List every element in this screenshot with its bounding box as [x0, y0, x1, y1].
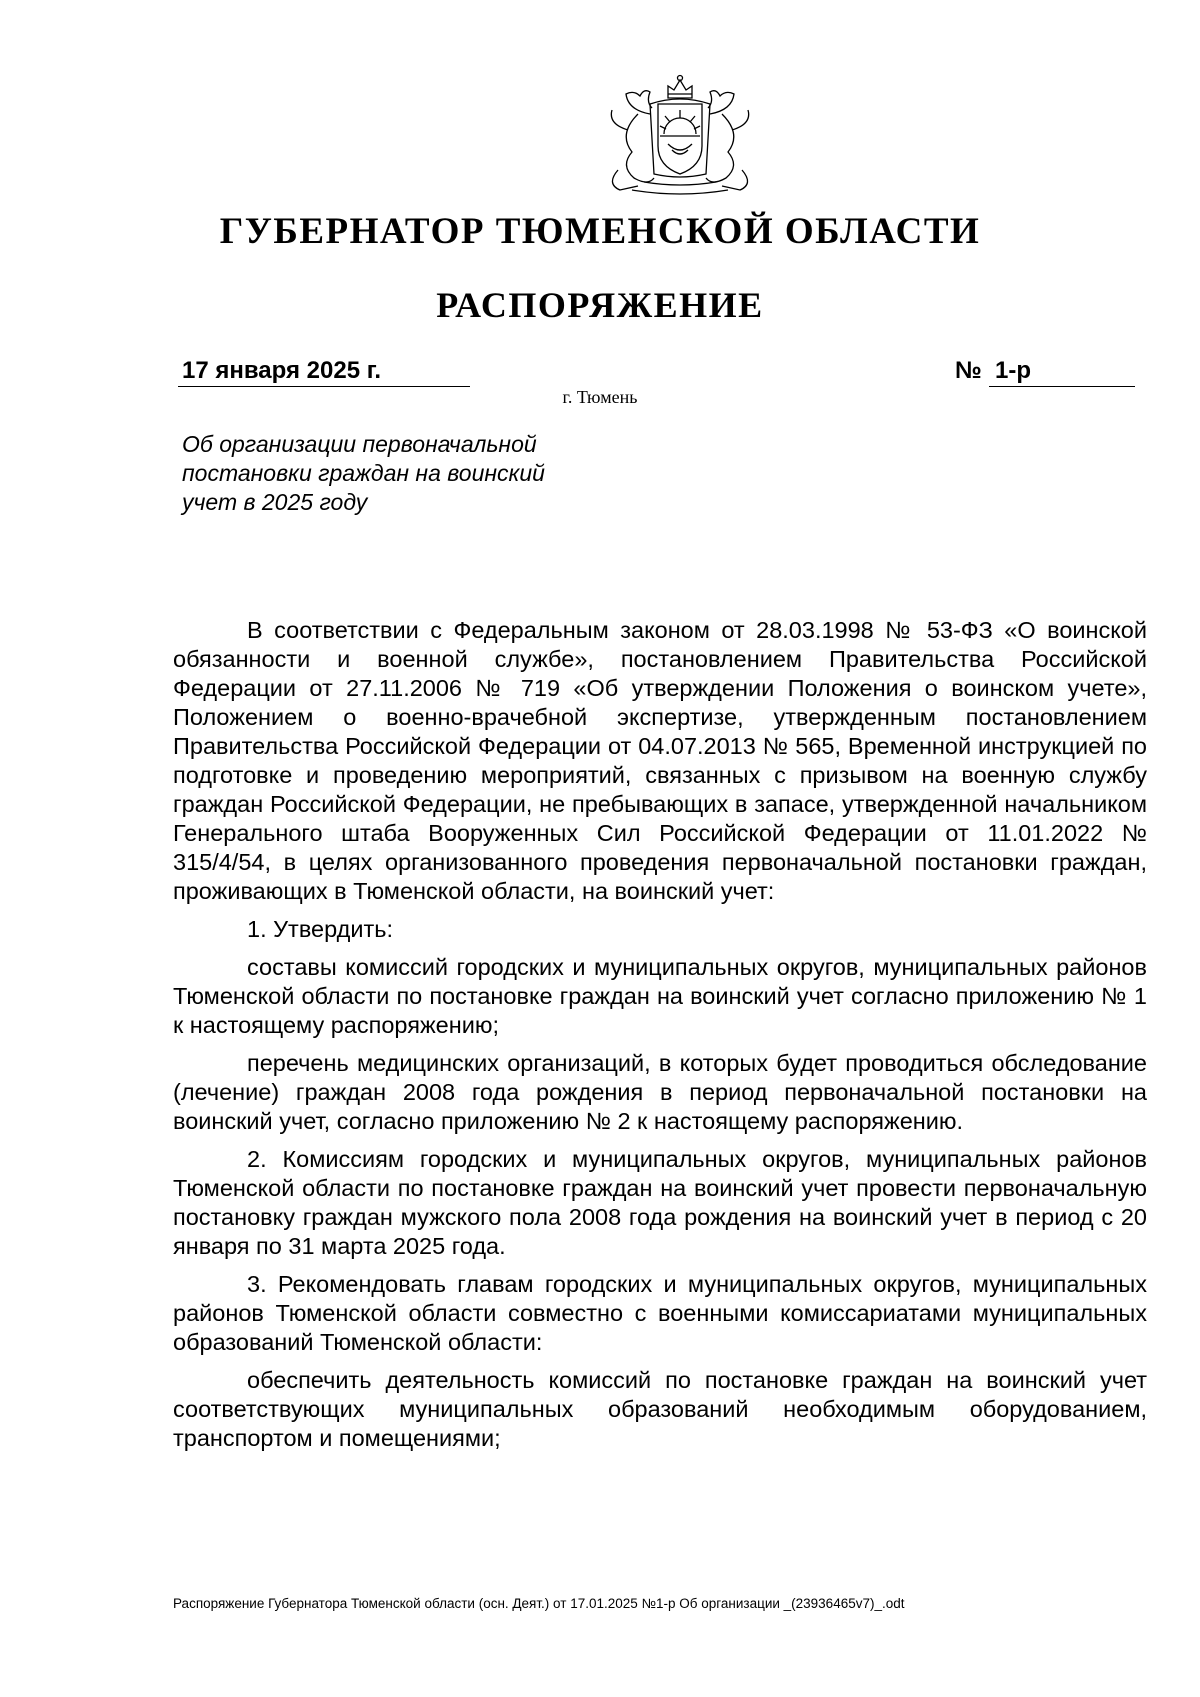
body-paragraph: составы комиссий городских и муниципальных округов, муниципальных районов Тюменской области по постановке граждан на воинский учет согласно приложению № 1 к настоящему распоряжению; [173, 954, 1147, 1038]
body-paragraph: В соответствии с Федеральным законом от 28.03.1998 № 53-ФЗ «О воинской обязанности и военной службе», постановлением Правительства Российской Федерации от 27.11.2006 № 719 «Об утверждении Положения о воинском учете», Положением о военно-врачебной экспертизе, утвержденным постановлением Правительства Российской Федерации от 04.07.2013 № 565, Временной инструкцией по подготовке и проведению мероприятий, связанных с призывом на военную службу граждан Российской Федерации, не пребывающих в запасе, утвержденной начальником Генерального штаба Вооруженных Сил Российской Федерации от 11.01.2022 № 315/4/54, в целях организованного проведения первоначальной постановки граждан, проживающих в Тюменской области, на воинский учет: [173, 617, 1147, 904]
page-footer: Распоряжение Губернатора Тюменской области (осн. Деят.) от 17.01.2025 №1-р Об организации _(23936465v7)_.odt [173, 1596, 905, 1611]
subject-line: учет в 2025 году [182, 489, 368, 515]
document-body [173, 616, 1147, 1462]
document-subject [182, 430, 622, 517]
coat-of-arms-icon [598, 74, 762, 196]
subject-line: Об организации первоначальной [182, 431, 537, 457]
body-paragraph: перечень медицинских организаций, в которых будет проводиться обследование (лечение) граждан 2008 года рождения в период первоначальной постановки на воинский учет, согласно приложению № 2 к настоящему распоряжению. [173, 1050, 1147, 1134]
body-paragraph: 3. Рекомендовать главам городских и муниципальных округов, муниципальных районов Тюменской области совместно с военными комиссариатами муниципальных образований Тюменской области: [173, 1271, 1147, 1355]
document-date: 17 января 2025 г. [178, 356, 470, 387]
document-city: г. Тюмень [562, 387, 638, 407]
body-paragraph: 1. Утвердить: [247, 916, 394, 942]
body-paragraph: обеспечить деятельность комиссий по постановке граждан на воинский учет соответствующих муниципальных образований необходимым оборудованием, транспортом и помещениями; [173, 1367, 1147, 1451]
document-type-title: РАСПОРЯЖЕНИЕ [436, 285, 764, 325]
document-number: 1-р [989, 356, 1135, 387]
document-authority-title: ГУБЕРНАТОР ТЮМЕНСКОЙ ОБЛАСТИ [219, 211, 981, 252]
subject-line: постановки граждан на воинский [182, 460, 545, 486]
document-number-block [955, 356, 1135, 387]
body-paragraph: 2. Комиссиям городских и муниципальных округов, муниципальных районов Тюменской области по постановке граждан на воинский учет провести первоначальную постановку граждан мужского пола 2008 года рождения на воинский учет в период с 20 января по 31 марта 2025 года. [173, 1146, 1147, 1259]
number-sign: № [955, 357, 982, 384]
